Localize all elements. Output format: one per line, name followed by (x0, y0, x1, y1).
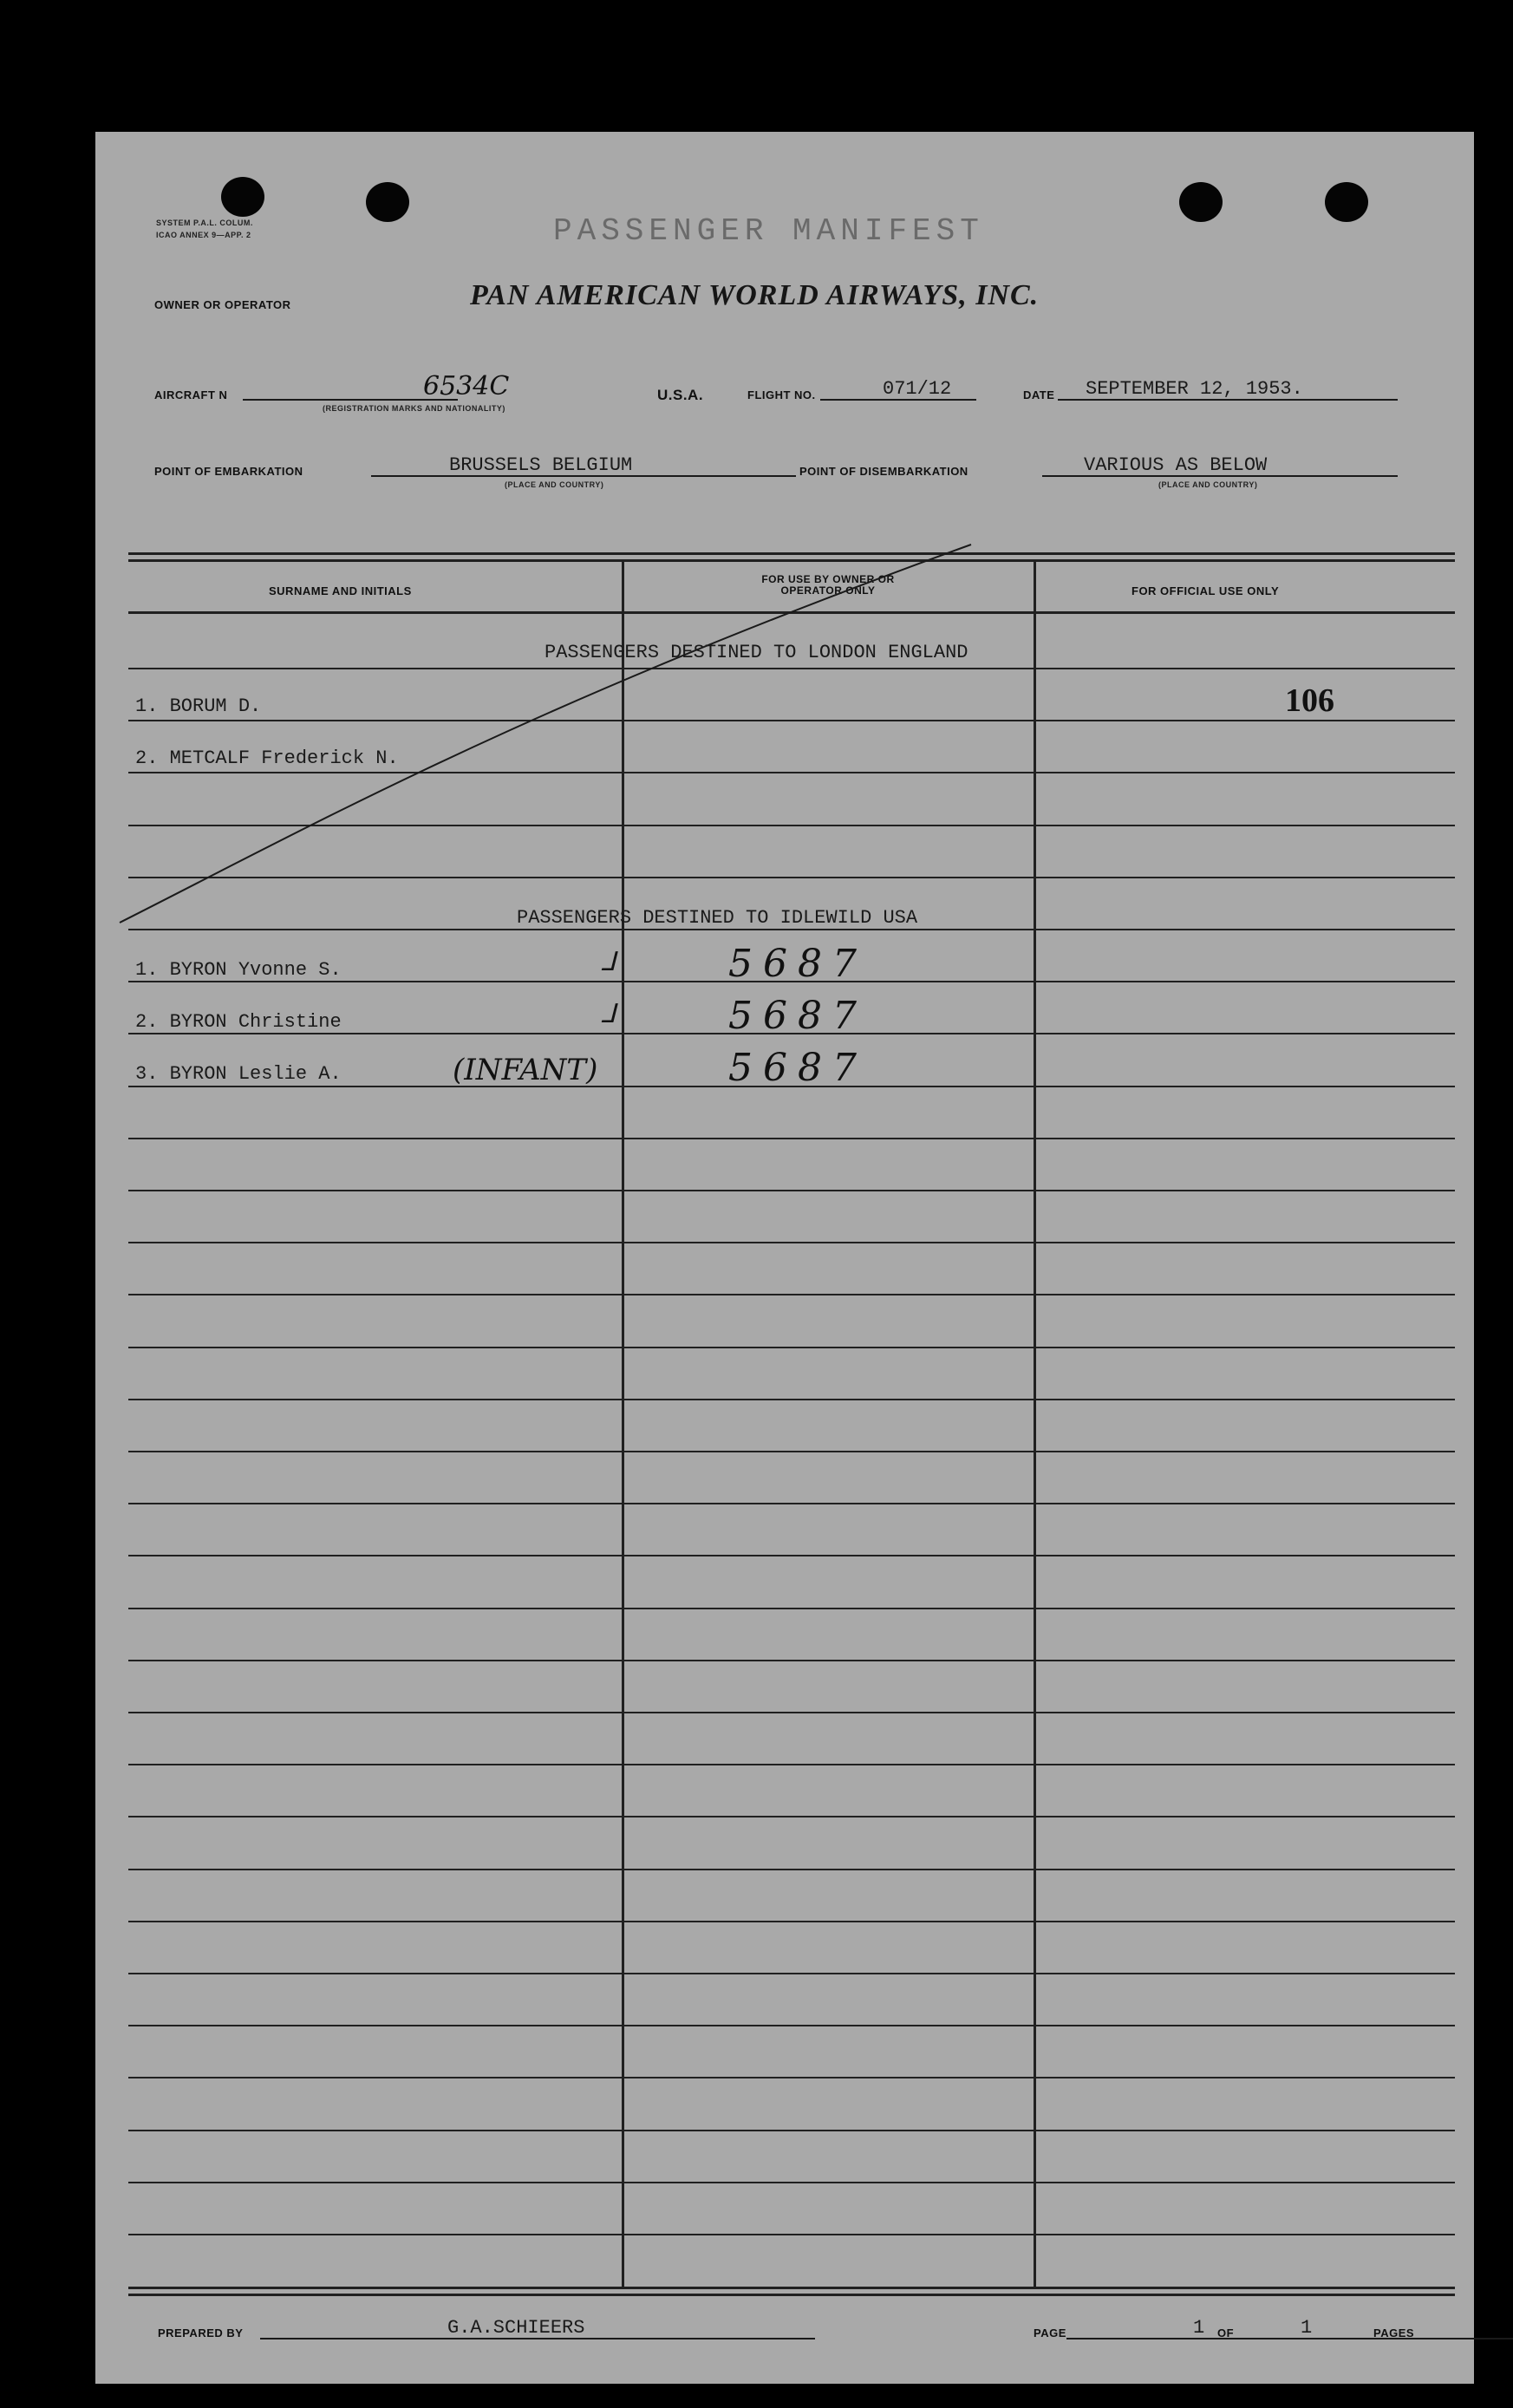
passenger-number: 1. (135, 959, 159, 981)
ruled-line (128, 1869, 1455, 1870)
pages-total: 1 (1301, 2317, 1313, 2339)
aircraft-value: 6534C (423, 371, 510, 401)
list-item (135, 1063, 342, 1085)
ruled-line (128, 1503, 1455, 1504)
of-label: OF (1217, 2326, 1235, 2339)
page-label: PAGE (1034, 2326, 1066, 2339)
group-heading-idlewild: PASSENGERS DESTINED TO IDLEWILD USA (517, 907, 918, 929)
ruled-line (128, 1242, 1455, 1243)
disembarkation-value: VARIOUS AS BELOW (1084, 454, 1268, 476)
ruled-line (128, 1660, 1455, 1661)
ruled-line (128, 1921, 1455, 1922)
corner-notice-line-2: ICAO ANNEX 9—APP. 2 (156, 231, 251, 239)
registration-note: (REGISTRATION MARKS AND NATIONALITY) (323, 404, 505, 413)
page-number: 1 (1193, 2317, 1205, 2339)
passenger-name: METCALF Frederick N. (169, 747, 399, 769)
prepared-by-value: G.A.SCHIEERS (447, 2317, 585, 2339)
flight-label: FLIGHT NO. (747, 388, 816, 401)
passenger-name: BYRON Leslie A. (169, 1063, 342, 1085)
ruled-line (128, 1190, 1455, 1191)
ruled-line (128, 1138, 1455, 1139)
passenger-name: BYRON Christine (169, 1011, 342, 1033)
ruled-line (128, 1451, 1455, 1452)
tick-mark: ᒧ (600, 999, 616, 1029)
ruled-line (128, 2077, 1455, 2078)
infant-note: (INFANT) (453, 1053, 598, 1087)
column-header-operator: FOR USE BY OWNER OR OPERATOR ONLY (761, 573, 895, 597)
date-value: SEPTEMBER 12, 1953. (1086, 378, 1303, 400)
passenger-name: BORUM D. (169, 695, 262, 717)
ruled-line (128, 1347, 1455, 1348)
column-header-name: SURNAME AND INITIALS (269, 584, 412, 597)
ruled-line (128, 2234, 1455, 2235)
ruled-line (128, 2130, 1455, 2131)
passenger-code: 5687 (728, 942, 867, 986)
tick-mark: ᒧ (600, 947, 616, 977)
list-item (135, 1011, 342, 1033)
passenger-number: 3. (135, 1063, 159, 1085)
group-heading-london: PASSENGERS DESTINED TO LONDON ENGLAND (545, 642, 968, 663)
passenger-name: BYRON Yvonne S. (169, 959, 342, 981)
strike-through-line (95, 132, 1474, 964)
disembarkation-place-note: (PLACE AND COUNTRY) (1158, 480, 1258, 489)
corner-notice-line-1: SYSTEM P.A.L. COLUM. (156, 219, 253, 227)
owner-label: OWNER OR OPERATOR (154, 298, 291, 311)
embarkation-label: POINT OF EMBARKATION (154, 465, 303, 478)
ruled-line (128, 2182, 1455, 2183)
passenger-number: 2. (135, 747, 159, 769)
column-header-official: FOR OFFICIAL USE ONLY (1131, 584, 1280, 597)
manifest-page (95, 132, 1474, 2384)
disembarkation-label: POINT OF DISEMBARKATION (799, 465, 968, 478)
date-label: DATE (1023, 388, 1055, 401)
embarkation-place-note: (PLACE AND COUNTRY) (505, 480, 604, 489)
owner-value: PAN AMERICAN WORLD AIRWAYS, INC. (470, 279, 1040, 311)
ruled-line (128, 1764, 1455, 1765)
pages-label: PAGES (1373, 2326, 1415, 2339)
ruled-line (128, 1294, 1455, 1295)
passenger-number: 1. (135, 695, 159, 717)
prepared-by-label: PREPARED BY (158, 2326, 244, 2339)
list-item (135, 959, 342, 981)
official-number: 106 (1285, 682, 1334, 719)
ruled-line (128, 1399, 1455, 1400)
ruled-line (128, 1973, 1455, 1974)
flight-value: 071/12 (883, 378, 952, 400)
aircraft-label: AIRCRAFT N (154, 388, 228, 401)
passenger-number: 2. (135, 1011, 159, 1033)
ruled-line (128, 1816, 1455, 1817)
passenger-code: 5687 (728, 994, 867, 1038)
ruled-line (128, 1555, 1455, 1556)
page-title: PASSENGER MANIFEST (553, 213, 984, 249)
ruled-line (128, 1712, 1455, 1713)
country-label: U.S.A. (657, 387, 704, 403)
ruled-line (128, 2025, 1455, 2026)
embarkation-value: BRUSSELS BELGIUM (449, 454, 633, 476)
passenger-code: 5687 (728, 1046, 867, 1090)
ruled-line (128, 1608, 1455, 1609)
